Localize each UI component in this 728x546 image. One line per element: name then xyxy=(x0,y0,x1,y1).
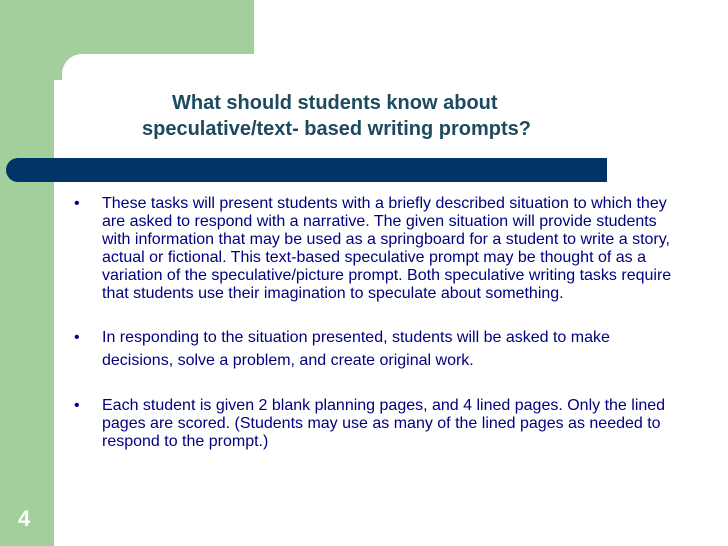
bullet-item xyxy=(74,195,680,303)
bullet-icon: • xyxy=(74,397,80,414)
bullet-text: These tasks will present students with a briefly described situation to which they are asked to respond with a narrative. The given situation will provide students with information that may be used as a springboard for a student to write a story, actual or fictional. This text-based speculative prompt may be thought of as a variation of the speculative/picture prompt. Both speculative writing tasks require that students use their imagination to speculate about something. xyxy=(102,195,672,302)
bullet-item xyxy=(74,397,680,451)
slide-title-line-2: speculative/text- based writing prompts? xyxy=(142,118,531,140)
bullet-text: In responding to the situation presented, students will be asked to make decisions, solve a problem, and create original work. xyxy=(102,329,610,369)
slide-number: 4 xyxy=(18,506,31,531)
bullet-list xyxy=(74,195,680,451)
bullet-item xyxy=(74,326,680,372)
bullet-icon: • xyxy=(74,195,80,212)
slide-title xyxy=(120,90,660,142)
bullet-icon: • xyxy=(74,329,80,346)
title-divider-bar xyxy=(6,158,607,182)
left-accent-bar xyxy=(0,0,54,546)
slide-title-line-1: What should students know about xyxy=(172,92,498,114)
bullet-text: Each student is given 2 blank planning pages, and 4 lined pages. Only the lined pages are scored. (Students may use as many of the lined pages as needed to respond to the prompt.) xyxy=(102,397,666,450)
